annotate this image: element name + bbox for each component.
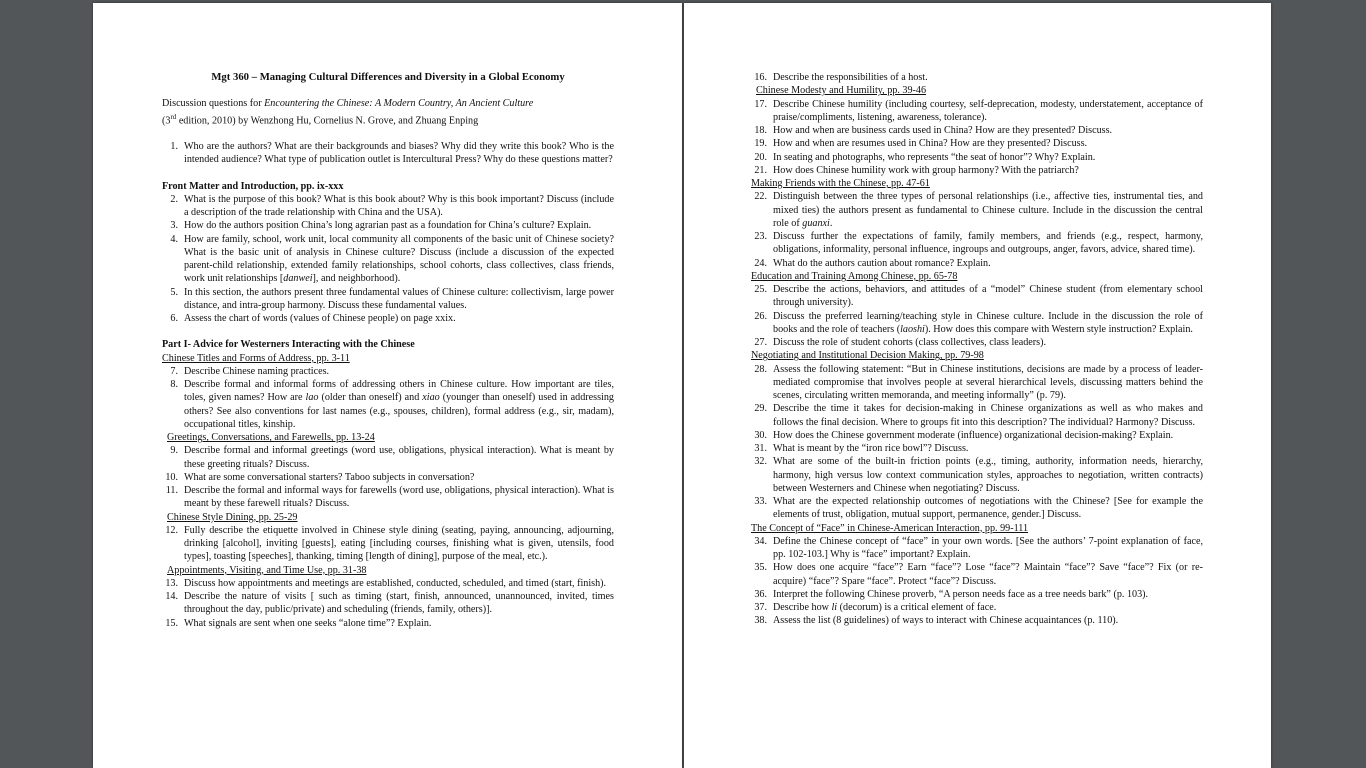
question-item (751, 442, 1203, 455)
question-text: How do the authors position China’s long agrarian past as a foundation for China’s culture? Explain. (184, 220, 592, 232)
question-number: 37. (754, 602, 767, 613)
question-item (751, 71, 1203, 84)
subsection-heading: Chinese Style Dining, pp. 25-29 (167, 511, 298, 523)
page-content (162, 71, 614, 630)
question-item (162, 365, 614, 378)
question-item (162, 140, 614, 167)
question-item (162, 524, 614, 564)
subsection-heading: Chinese Modesty and Humility, pp. 39-46 (756, 85, 927, 97)
question-text: How does one acquire “face”? Earn “face”? Lose “face”? Maintain “face”? Save “face”? Fix (or re-acquire) “face”? Spare “face”. Protect “face”? Discuss. (773, 562, 1203, 587)
question-text: Describe the time it takes for decision-making in Chinese organizations as well as who makes and follows the final decision. Where to groups fit into this description? The individual? Harmony? Discuss. (773, 403, 1203, 428)
question-item (751, 601, 1203, 614)
question-number: 4. (170, 233, 178, 245)
intro-edition: (3 (162, 114, 171, 126)
question-item (751, 402, 1203, 429)
question-text: Describe how li (decorum) is a critical element of face. (773, 602, 997, 613)
question-text: Discuss further the expectations of family, family members, and friends (e.g., respect, harmony, obligations, informality, personal influence, ingroups and outgroups, anger, favors, advice, shared time). (773, 231, 1203, 256)
question-number: 32. (754, 456, 767, 468)
question-text: How are family, school, work unit, local community all components of the basic unit of Chinese society? What is the basic unit of analysis in Chinese culture? Discuss (include a discussion of the expected parent-child relationship, extended family relationships, school cohorts, class collectives, class friends, work unit relationships [danwei], and neighborhood). (184, 233, 614, 285)
question-text: Describe Chinese humility (including courtesy, self-deprecation, modesty, understatement, acceptance of praise/compliments, listening, awareness, tolerance). (773, 98, 1203, 123)
question-number: 28. (754, 363, 767, 375)
question-text: Who are the authors? What are their backgrounds and biases? Why did they write this book? Who is the intended audience? What type of publication outlet is Intercultural Press? Why do these questions matter? (184, 141, 614, 166)
question-item (751, 561, 1203, 588)
question-number: 21. (754, 164, 767, 176)
question-number: 1. (170, 141, 178, 153)
question-text: What is meant by the “iron rice bowl”? Discuss. (773, 443, 969, 454)
section-heading: Part I- Advice for Westerners Interacting with the Chinese (162, 339, 415, 351)
question-number: 17. (754, 98, 767, 110)
question-number: 5. (170, 286, 178, 298)
question-number: 11. (165, 485, 178, 497)
question-number: 18. (754, 125, 767, 136)
subsection-heading: Education and Training Among Chinese, pp. 65-78 (751, 270, 958, 282)
question-item (751, 98, 1203, 125)
question-item (751, 614, 1203, 627)
question-number: 20. (754, 151, 767, 163)
question-text: What do the authors caution about romance? Explain. (773, 257, 991, 269)
question-number: 7. (170, 365, 178, 377)
question-number: 26. (754, 310, 767, 322)
question-number: 36. (754, 588, 767, 600)
question-number: 13. (165, 577, 178, 589)
question-number: 10. (165, 471, 178, 483)
question-item (751, 257, 1203, 270)
intro-edition-sup: rd (170, 112, 177, 121)
question-text: In this section, the authors present three fundamental values of Chinese culture: collectivism, large power distance, and intra-group harmony. Discuss these fundamental values. (184, 286, 614, 311)
question-number: 31. (754, 443, 767, 454)
question-text: What signals are sent when one seeks “alone time”? Explain. (184, 617, 432, 629)
question-text: Assess the list (8 guidelines) of ways to interact with Chinese acquaintances (p. 110). (773, 615, 1119, 627)
question-item (162, 577, 614, 590)
question-text: In seating and photographs, who represents “the seat of honor”? Why? Explain. (773, 151, 1096, 163)
question-text: How does Chinese humility work with group harmony? With the patriarch? (773, 164, 1079, 176)
question-item (162, 312, 614, 325)
question-text: Describe the actions, behaviors, and attitudes of a “model” Chinese student (from elementary school through university). (773, 284, 1203, 309)
question-item (751, 164, 1203, 177)
question-text: What are some of the built-in friction points (e.g., timing, authority, information needs, hierarchy, harmony, high versus low context communication styles, approaches to negotiation, written contracts) between Westerners and Chinese when negotiating? Discuss. (773, 456, 1203, 494)
question-item (162, 617, 614, 630)
document-page-right[interactable] (684, 3, 1271, 768)
question-text: What are the expected relationship outcomes of negotiations with the Chinese? [See for example the elements of trust, obligation, mutual support, permanence, gender.] Discuss. (773, 496, 1203, 521)
question-item (751, 455, 1203, 495)
section-heading: Front Matter and Introduction, pp. ix-xxx (162, 180, 344, 192)
question-text: Distinguish between the three types of personal relationships (i.e., affective ties, instrumental ties, and mixed ties) the authors present as fundamental to Chinese culture. Include in the discussion the central role of guanxi. (773, 191, 1203, 229)
question-text: Assess the chart of words (values of Chinese people) on page xxix. (184, 313, 456, 325)
document-page-left[interactable] (93, 3, 682, 768)
question-item (751, 230, 1203, 257)
question-item (751, 336, 1203, 349)
question-number: 25. (754, 284, 767, 295)
intro-tail: edition, 2010) by Wenzhong Hu, Cornelius N. Grove, and Zhuang Enping (176, 114, 479, 126)
subsection-heading: The Concept of “Face” in Chinese-American Interaction, pp. 99-111 (751, 522, 1029, 534)
question-number: 6. (170, 313, 178, 325)
question-item (162, 193, 614, 220)
question-item (162, 444, 614, 471)
question-number: 14. (165, 591, 178, 603)
page-content (751, 71, 1203, 628)
question-number: 38. (754, 615, 767, 627)
question-item (751, 190, 1203, 230)
question-item (751, 588, 1203, 601)
intro-book-title: Encountering the Chinese: A Modern Country, An Ancient Culture (264, 98, 534, 110)
question-text: How and when are resumes used in China? How are they presented? Discuss. (773, 138, 1088, 150)
question-item (751, 137, 1203, 150)
question-number: 27. (754, 337, 767, 348)
question-number: 22. (754, 191, 767, 203)
question-item (162, 378, 614, 431)
question-text: Discuss how appointments and meetings are established, conducted, scheduled, and timed (start, finish). (184, 577, 607, 589)
document-intro (162, 97, 614, 127)
question-text: What is the purpose of this book? What is this book about? Why is this book important? Discuss (include a description of the trade relationship with China and the USA). (184, 193, 614, 219)
question-number: 15. (165, 617, 178, 629)
question-text: Define the Chinese concept of “face” in your own words. [See the authors’ 7-point explanation of face, pp. 102-103.] Why is “face” important? Explain. (773, 535, 1203, 560)
question-number: 12. (165, 524, 178, 536)
question-number: 16. (754, 72, 767, 83)
question-number: 19. (754, 138, 767, 150)
question-item (162, 471, 614, 484)
document-title: Mgt 360 – Managing Cultural Differences and Diversity in a Global Economy (211, 71, 565, 83)
question-text: How does the Chinese government moderate (influence) organizational decision-making? Explain. (773, 429, 1174, 441)
question-number: 30. (754, 429, 767, 441)
question-text: Describe the nature of visits [ such as timing (start, finish, announced, unannounced, invited, times throughout the day, public/private) and scheduling (friends, family, others)]. (184, 591, 614, 616)
question-number: 33. (754, 496, 767, 507)
question-text: Describe the responsibilities of a host. (773, 72, 928, 83)
question-item (751, 535, 1203, 562)
question-text: Describe formal and informal greetings (word use, obligations, physical interaction). What is meant by these greeting rituals? Discuss. (184, 445, 614, 470)
question-item (751, 363, 1203, 403)
question-text: Discuss the role of student cohorts (class collectives, class leaders). (773, 337, 1047, 348)
question-item (751, 124, 1203, 137)
subsection-heading: Negotiating and Institutional Decision Making, pp. 79-98 (751, 350, 984, 362)
question-number: 35. (754, 562, 767, 574)
question-text: Fully describe the etiquette involved in Chinese style dining (seating, paying, announcing, adjourning, drinking [alcohol], inviting [guests], eating [including courses, finishing what is given, utensils, food types], toasting [speeches], thanking, timing [length of dining], purpose of the meal, etc.). (184, 524, 614, 563)
subsection-heading: Appointments, Visiting, and Time Use, pp. 31-38 (167, 564, 367, 576)
subsection-heading: Making Friends with the Chinese, pp. 47-61 (751, 178, 930, 189)
question-item (162, 219, 614, 232)
question-text: Discuss the preferred learning/teaching style in Chinese culture. Include in the discussion the role of books and the role of teachers (laoshi). How does this compare with Western style instruction? Explain. (773, 310, 1203, 335)
question-item (162, 286, 614, 313)
question-item (751, 495, 1203, 522)
question-item (751, 310, 1203, 337)
question-item (751, 151, 1203, 164)
question-item (162, 590, 614, 617)
question-text: Describe Chinese naming practices. (184, 365, 330, 377)
question-text: Interpret the following Chinese proverb, “A person needs face as a tree needs bark” (p. 103). (773, 588, 1149, 600)
question-number: 29. (754, 403, 767, 415)
question-text: Describe the formal and informal ways for farewells (word use, obligations, physical interaction). What is meant by these farewell rituals? Discuss. (184, 485, 614, 510)
question-text: How and when are business cards used in China? How are they presented? Discuss. (773, 125, 1113, 136)
question-item (751, 429, 1203, 442)
question-number: 34. (754, 535, 767, 547)
question-text: Assess the following statement: “But in Chinese institutions, decisions are made by a process of leader-mediated compromise that involves people at several hierarchical levels, discussing matters behind the scenes, circulating written memoranda, and meeting informally” (p. 79). (773, 363, 1203, 401)
question-item (162, 233, 614, 286)
question-number: 2. (170, 193, 178, 205)
subsection-heading: Chinese Titles and Forms of Address, pp. 3-11 (162, 352, 350, 364)
question-text: Describe formal and informal forms of addressing others in Chinese culture. How important are tiles, toles, given names? How are lao (older than oneself) and xiao (younger than oneself) used in addressing others? See also conventions for last names (e.g., spouses, children), formal address (e.g., sir, madam), occupational titles, kinship. (184, 379, 614, 430)
question-text: What are some conversational starters? Taboo subjects in conversation? (184, 471, 475, 483)
question-number: 23. (754, 231, 767, 242)
question-number: 9. (170, 445, 178, 457)
question-number: 3. (170, 220, 178, 232)
question-number: 8. (170, 379, 178, 391)
subsection-heading: Greetings, Conversations, and Farewells, pp. 13-24 (167, 432, 375, 444)
question-item (751, 283, 1203, 310)
question-number: 24. (754, 257, 767, 269)
intro-lead: Discussion questions for (162, 98, 265, 110)
question-item (162, 484, 614, 511)
